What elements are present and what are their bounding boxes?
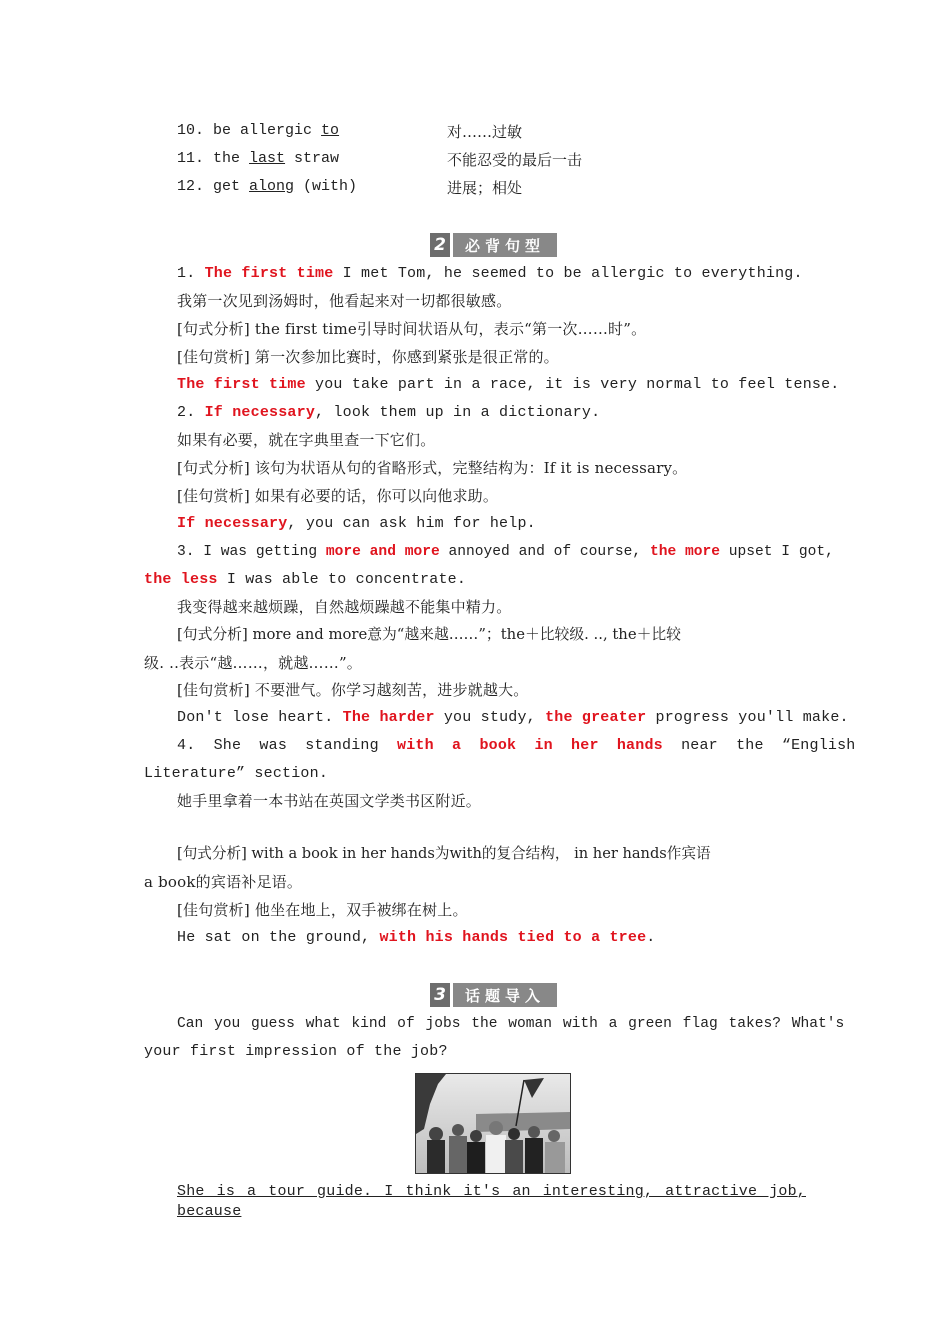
sentence-1: 1. The first time I met Tom, he seemed to be allergic to everything.	[177, 265, 803, 282]
vocab-keyword: to	[321, 122, 340, 139]
sentence-2-translation: 如果有必要，就在字典里查一下它们。	[177, 431, 436, 449]
sentence-1-analysis: [句式分析] the first time引导时间状语从句，表示“第一次……时”。	[177, 320, 647, 338]
section-title: 话题导入	[453, 983, 557, 1007]
section-header-topic	[430, 983, 557, 1007]
sentence-4-appreciation: [佳句赏析] 他坐在地上，双手被绑在树上。	[177, 901, 468, 919]
sentence-3-translation: 我变得越来越烦躁，自然越烦躁越不能集中精力。	[177, 598, 512, 616]
sentence-3: 3. I was getting more and more annoyed and of course, the more upset I got,	[177, 544, 834, 560]
topic-answer: She is a tour guide. I think it's an interesting, attractive job, because	[177, 1183, 806, 1220]
sentence-1-example: The first time you take part in a race, it is very normal to feel tense.	[177, 376, 840, 393]
vocab-translation: 不能忍受的最后一击	[447, 151, 583, 169]
vocab-translation: 对……过敏	[447, 123, 523, 141]
tour-group-image	[416, 1074, 570, 1173]
section-header-sentences	[430, 233, 557, 257]
topic-question: Can you guess what kind of jobs the woman with a green flag takes? What's	[177, 1016, 845, 1032]
sentence-1-appreciation: [佳句赏析] 第一次参加比赛时，你感到紧张是很正常的。	[177, 348, 559, 366]
sentence-3-analysis: [句式分析] more and more意为“越来越……”；the＋比较级. .., the＋比较	[177, 626, 681, 643]
sentence-3-continued: the less I was able to concentrate.	[144, 571, 467, 588]
vocab-translation: 进展；相处	[447, 179, 523, 197]
vocab-keyword: last	[249, 150, 286, 167]
sentence-4-continued: Literature” section.	[144, 765, 329, 782]
sentence-3-analysis-continued: 级. ..表示“越……，就越……”。	[144, 654, 363, 672]
sentence-3-example: Don't lose heart. The harder you study, the greater progress you'll make.	[177, 709, 849, 726]
section-number: 3	[430, 983, 450, 1007]
sentence-4: 4. She was standing with a book in her hands near the “English	[177, 737, 856, 754]
sentence-3-appreciation: [佳句赏析] 不要泄气。你学习越刻苦，进步就越大。	[177, 681, 529, 699]
sentence-4-analysis-continued: a book的宾语补足语。	[144, 873, 303, 891]
sentence-4-example: He sat on the ground, with his hands tied to a tree.	[177, 929, 656, 946]
sentence-2-appreciation: [佳句赏析] 如果有必要的话，你可以向他求助。	[177, 487, 499, 505]
sentence-1-translation: 我第一次见到汤姆时，他看起来对一切都很敏感。	[177, 292, 512, 310]
vocab-keyword: along	[249, 178, 295, 195]
sentence-2-analysis: [句式分析] 该句为状语从句的省略形式，完整结构为：If it is necessary。	[177, 459, 688, 477]
sentence-2-example: If necessary, you can ask him for help.	[177, 515, 536, 532]
sentence-4-analysis: [句式分析] with a book in her hands为with的复合结构， in her hands作宾语	[177, 845, 711, 862]
section-title: 必背句型	[453, 233, 557, 257]
sentence-2: 2. If necessary, look them up in a dictionary.	[177, 404, 601, 421]
sentence-4-translation: 她手里拿着一本书站在英国文学类书区附近。	[177, 792, 482, 810]
section-number: 2	[430, 233, 450, 257]
tour-guide-photo	[415, 1073, 571, 1174]
topic-question-continued: your first impression of the job?	[144, 1043, 448, 1060]
